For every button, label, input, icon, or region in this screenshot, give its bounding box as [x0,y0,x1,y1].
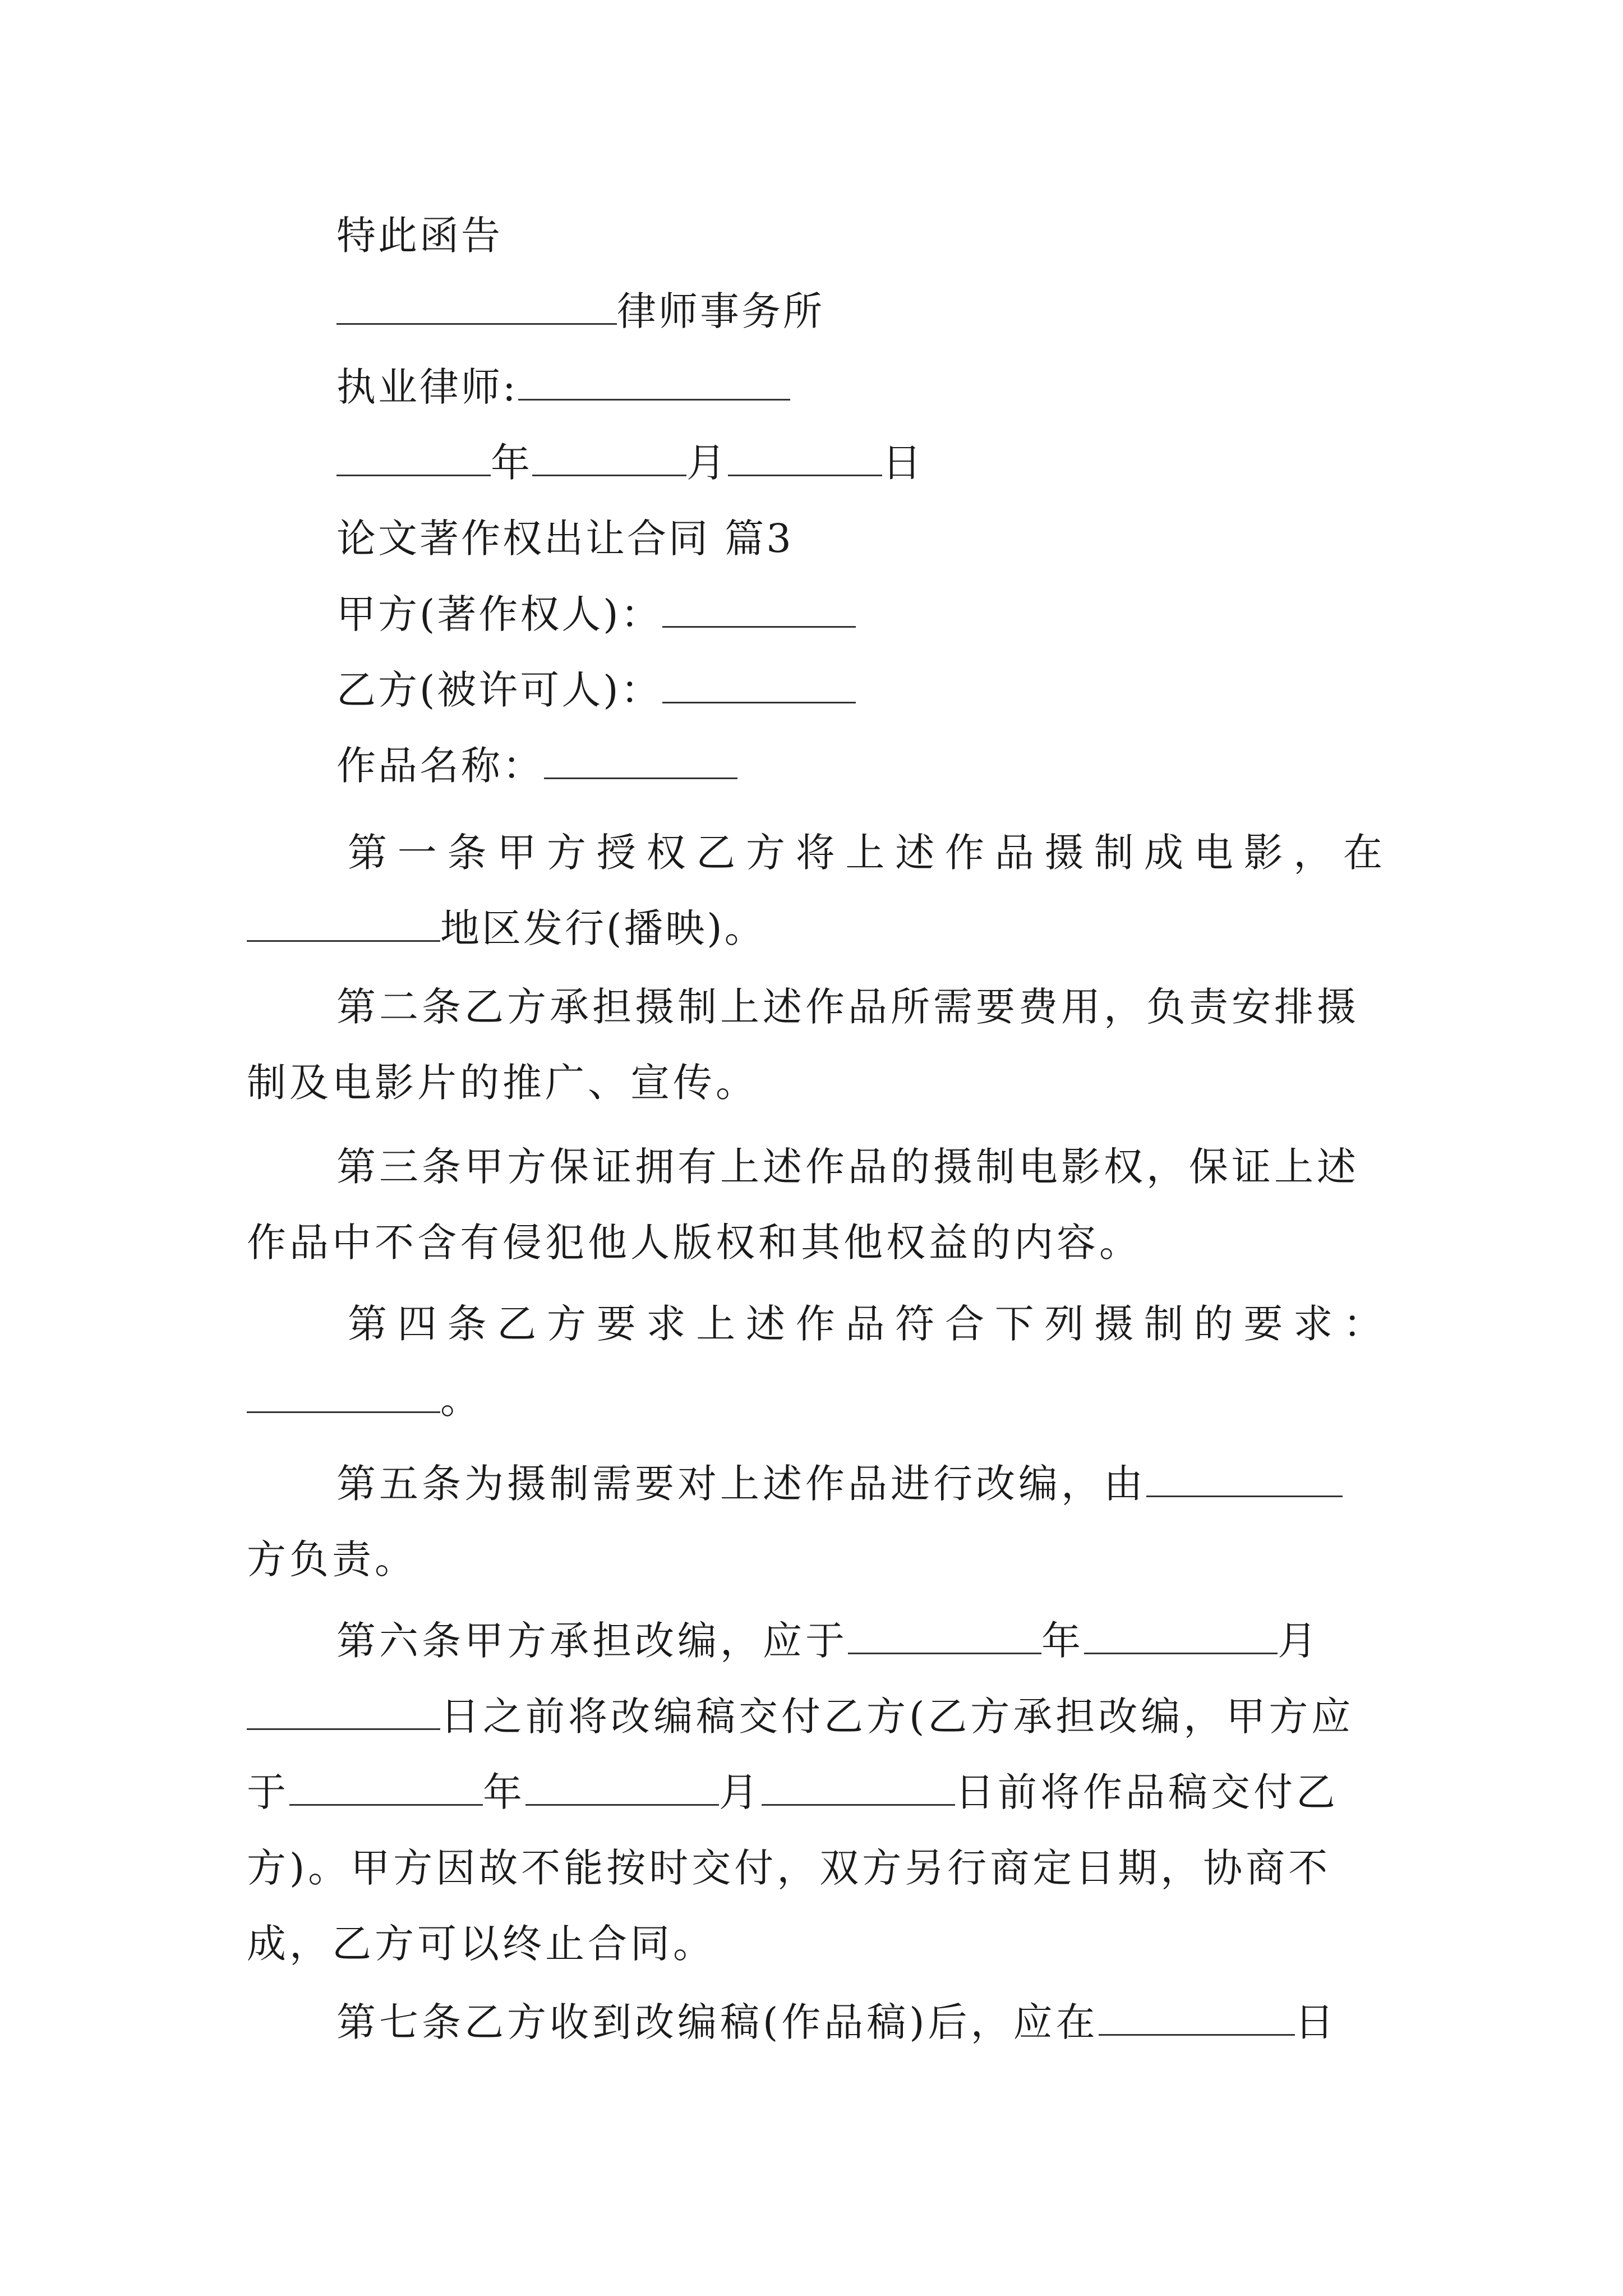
month-label: 月 [686,440,728,486]
article-1-char: 品 [994,830,1034,876]
article-6-line-4: 方)。甲方因故不能按时交付，双方另行商定日期，协商不 [247,1845,1331,1891]
article-4-char: 四 [397,1301,437,1347]
article-4-char: 求 [1293,1301,1333,1347]
article-7-day: 日 [1294,1999,1338,2045]
day-label: 日 [882,440,924,486]
work-name-label: 作品名称： [336,743,544,789]
article-1-char: 在 [1343,830,1382,876]
article-7-blank [1099,1999,1295,2036]
article-4-char: 上 [696,1301,736,1347]
article-4-char: 要 [1243,1301,1283,1347]
firm-suffix: 律师事务所 [617,288,824,334]
article-1-char: 方 [746,830,785,876]
article-4-char: 要 [596,1301,636,1347]
lawyer-blank [518,364,790,401]
article-4-char: 合 [945,1301,984,1347]
article-6-month-2: 月 [719,1769,762,1815]
article-5-blank [1146,1461,1343,1497]
lawyer-line [336,359,790,415]
article-4-char: 第 [348,1301,387,1347]
article-6-day-blank-2 [762,1769,955,1806]
article-1-char: 条 [447,830,487,876]
article-4-char: 求 [646,1301,686,1347]
contract-title: 论文著作权出让合同 篇3 [336,516,794,562]
article-1-char: 甲 [497,830,537,876]
article-1-char: 将 [795,830,835,876]
article-4-requirement-blank [247,1377,440,1413]
article-1-char: ， [1293,830,1333,876]
article-6-text-4: 日前将作品稿交付乙 [955,1769,1339,1815]
article-7-line-1 [336,1994,1338,2050]
article-1-char: 电 [1193,830,1233,876]
article-1-char: 一 [397,830,437,876]
article-1-char: 成 [1144,830,1183,876]
article-1-char: 影 [1243,830,1283,876]
article-4-char: 符 [895,1301,935,1347]
party-b-blank [662,667,856,703]
article-4-char: 列 [1044,1301,1084,1347]
firm-blank [336,288,617,325]
article-4-line-2 [247,1372,482,1428]
article-6-text-2: 日之前将改编稿交付乙方(乙方承担改编，甲方应 [440,1694,1354,1740]
article-3-line-1: 第三条甲方保证拥有上述作品的摄制电影权，保证上述 [336,1144,1359,1190]
article-3-line-2: 作品中不含有侵犯他人版权和其他权益的内容。 [247,1220,1142,1266]
article-4-char: 作 [795,1301,835,1347]
article-4-char: 品 [845,1301,885,1347]
article-6-line-2 [247,1688,1354,1745]
article-4-line-2-text: 。 [440,1377,482,1423]
article-6-year-blank-2 [289,1769,483,1806]
lawyer-label: 执业律师: [336,364,518,410]
article-1-char: 权 [646,830,686,876]
firm-line [336,283,824,339]
article-4-line-1 [348,1296,1382,1352]
article-4-char: ： [1343,1301,1382,1347]
article-6-month-blank-1 [1084,1618,1278,1654]
article-4-char: 的 [1193,1301,1233,1347]
article-6-year-2: 年 [483,1769,525,1815]
article-4-char: 制 [1144,1301,1183,1347]
article-1-char: 上 [845,830,885,876]
article-4-char: 乙 [497,1301,537,1347]
article-2-line-1: 第二条乙方承担摄制上述作品所需要费用，负责安排摄 [336,984,1359,1030]
article-6-text-1: 第六条甲方承担改编，应于 [336,1618,848,1664]
article-1-char: 第 [348,830,387,876]
party-b-label: 乙方(被许可人)： [336,667,662,713]
day-blank [728,440,882,476]
party-a-label: 甲方(著作权人)： [336,591,662,637]
article-2-line-2: 制及电影片的推广、宣传。 [247,1060,758,1106]
article-1-line-2 [247,900,766,956]
party-a-blank [662,591,856,628]
article-1-line-1 [348,825,1382,881]
article-1-region-blank [247,905,440,942]
date-line [336,435,924,491]
article-6-year-1: 年 [1041,1618,1084,1664]
article-1-char: 摄 [1044,830,1084,876]
article-6-line-1 [336,1613,1320,1669]
article-6-line-3 [247,1764,1339,1820]
article-4-char: 条 [447,1301,487,1347]
year-label: 年 [491,440,532,486]
work-name-line [336,738,737,794]
article-4-char: 下 [994,1301,1034,1347]
year-blank [336,440,491,476]
article-6-line-5: 成，乙方可以终止合同。 [247,1921,716,1967]
article-1-line-2-text: 地区发行(播映)。 [440,905,766,951]
article-6-day-blank-1 [247,1694,440,1730]
article-6-month-1: 月 [1278,1618,1320,1664]
article-1-char: 方 [547,830,586,876]
article-6-year-blank-1 [848,1618,1041,1654]
party-b-line [336,662,856,718]
article-4-char: 方 [547,1301,586,1347]
article-5-line-2: 方负责。 [247,1536,417,1582]
article-5-text: 第五条为摄制需要对上述作品进行改编，由 [336,1461,1146,1507]
article-1-char: 乙 [696,830,736,876]
notice-text: 特此函告 [336,213,502,259]
article-1-char: 制 [1094,830,1134,876]
article-6-text-3: 于 [247,1769,289,1815]
month-blank [532,440,686,476]
article-4-char: 述 [746,1301,785,1347]
article-5-line-1 [336,1456,1343,1512]
work-name-blank [544,743,737,779]
article-4-char: 摄 [1094,1301,1134,1347]
article-1-char: 授 [596,830,636,876]
article-7-text: 第七条乙方收到改编稿(作品稿)后，应在 [336,1999,1099,2045]
party-a-line [336,586,856,642]
article-1-char: 作 [945,830,984,876]
article-1-char: 述 [895,830,935,876]
article-6-month-blank-2 [525,1769,719,1806]
